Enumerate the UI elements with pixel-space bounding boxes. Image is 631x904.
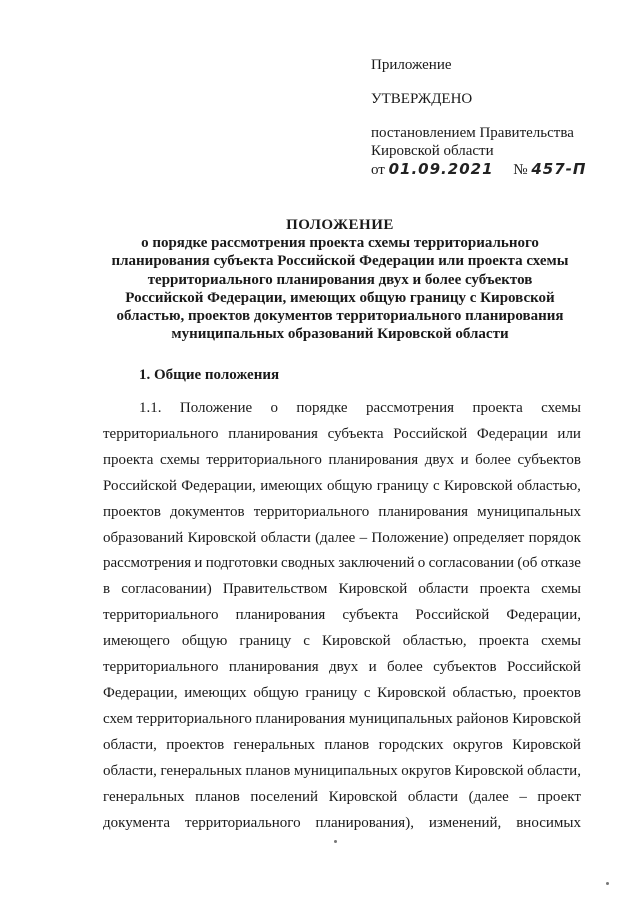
word: (об xyxy=(517,555,538,572)
word: муниципальных xyxy=(293,762,398,779)
word: областью, xyxy=(517,477,581,494)
word: схемы xyxy=(541,581,581,598)
word: муниципальных xyxy=(477,503,581,520)
word: согласовании xyxy=(428,555,515,572)
word: общую xyxy=(253,684,299,701)
word: области xyxy=(260,529,311,546)
word: (далее xyxy=(315,529,356,546)
word: планирования), xyxy=(315,814,414,831)
word: Кировской xyxy=(454,762,524,779)
appendix-label: Приложение xyxy=(371,57,452,73)
title-sub-line: Российской Федерации, имеющих общую границу с Кировской xyxy=(125,289,555,306)
word: двух xyxy=(424,451,454,468)
word: территориального xyxy=(136,710,252,727)
title-main: ПОЛОЖЕНИЕ xyxy=(286,217,394,233)
word: проекта xyxy=(103,451,154,468)
word: городских xyxy=(378,736,444,753)
word: планов xyxy=(245,762,291,779)
word: территориального xyxy=(103,659,219,676)
document-title xyxy=(100,216,580,343)
word: двух xyxy=(329,659,359,676)
word: – xyxy=(519,788,527,805)
word: проекта xyxy=(472,400,523,416)
title-sub-line: о порядке рассмотрения проекта схемы территориального xyxy=(141,235,539,252)
word: Федерации, xyxy=(181,477,256,494)
word: с xyxy=(432,477,440,494)
word: документа xyxy=(103,814,171,831)
paragraph-line xyxy=(103,500,581,526)
word: области xyxy=(418,581,469,598)
word: Кировской xyxy=(321,633,391,650)
handwritten-date: 01.09.2021 xyxy=(388,160,494,178)
word: поселений xyxy=(250,788,319,805)
word: области, xyxy=(527,762,581,779)
scan-speck xyxy=(606,882,609,885)
paragraph-line xyxy=(103,707,581,733)
word: общую xyxy=(326,477,373,494)
word: Правительством xyxy=(222,581,328,598)
paragraph-line xyxy=(103,811,581,837)
word: имеющих xyxy=(260,477,323,494)
paragraph-line xyxy=(103,577,581,603)
title-sub-line: муниципальных образований Кировской области xyxy=(171,326,509,343)
word: с xyxy=(363,684,371,701)
word: определяет xyxy=(452,529,525,546)
word: Кировской xyxy=(443,477,513,494)
approved-stamp-text: УТВЕРЖДЕНО xyxy=(371,91,473,107)
word: образований xyxy=(103,529,184,546)
paragraph-line xyxy=(103,759,581,785)
word: Положение) xyxy=(371,529,449,546)
word: имеющего xyxy=(103,633,170,650)
word: проектов xyxy=(166,736,225,753)
word: проекта xyxy=(478,633,530,650)
word: планов xyxy=(195,788,240,805)
paragraph-line xyxy=(103,551,581,577)
word: округов xyxy=(401,762,452,779)
word: Положение xyxy=(179,400,253,416)
word: планирования xyxy=(378,503,469,520)
word: Российской xyxy=(103,477,177,494)
word: субъектов xyxy=(433,659,497,676)
word: более xyxy=(387,659,423,676)
word: территориального xyxy=(206,451,322,468)
word: планирования xyxy=(255,710,346,727)
paragraph-line xyxy=(103,629,581,655)
word: области xyxy=(407,788,459,805)
word: заключений xyxy=(338,555,415,572)
paragraph-1-1 xyxy=(103,396,581,836)
word: области, xyxy=(103,762,157,779)
paragraph-line xyxy=(103,785,581,811)
approval-block xyxy=(371,56,621,179)
word: более xyxy=(475,451,511,468)
date-prefix: от xyxy=(371,162,385,178)
word: территориального xyxy=(103,607,219,624)
word: территориального xyxy=(253,503,370,520)
number-prefix: № xyxy=(513,162,528,178)
word: вносимых xyxy=(516,814,581,831)
word: области, xyxy=(103,736,157,753)
word: Кировской xyxy=(187,529,257,546)
word: округов xyxy=(452,736,503,753)
word: (далее xyxy=(468,788,509,805)
paragraph-line xyxy=(103,448,581,474)
word: Кировской xyxy=(338,581,408,598)
word: областью, xyxy=(402,633,467,650)
word: Российской xyxy=(506,659,581,676)
handwritten-number: 457-П xyxy=(531,160,587,178)
word: или xyxy=(557,425,581,442)
word: Кировской xyxy=(377,684,446,701)
word: генеральных xyxy=(233,736,316,753)
decree-line-2: Кировской области xyxy=(371,143,494,159)
word: Федерации, xyxy=(103,684,178,701)
word: Федерации, xyxy=(506,607,581,624)
word: границу xyxy=(376,477,429,494)
paragraph-line xyxy=(103,603,581,629)
word: рассмотрения xyxy=(365,400,455,416)
paragraph-line xyxy=(103,396,581,422)
word: проекта xyxy=(479,581,530,598)
word: субъектов xyxy=(517,451,581,468)
word: о xyxy=(270,400,279,416)
paragraph-line xyxy=(103,733,581,759)
word: планирования xyxy=(228,659,319,676)
word: подготовки xyxy=(205,555,278,572)
title-sub-line: территориального планирования двух и более субъектов xyxy=(147,271,533,288)
word: Кировской xyxy=(512,710,581,727)
word: схемы xyxy=(159,451,200,468)
word: проектов xyxy=(523,684,581,701)
word: о xyxy=(417,555,426,572)
word: планирования xyxy=(228,425,318,442)
word: Кировской xyxy=(328,788,398,805)
word: в xyxy=(103,581,111,598)
word: Российской xyxy=(415,607,490,624)
word: муниципальных xyxy=(348,710,453,727)
word: территориального xyxy=(185,814,301,831)
decree-line-1: постановлением Правительства xyxy=(371,125,574,141)
word: генеральных xyxy=(103,788,185,805)
paragraph-line xyxy=(103,474,581,500)
word: субъекта xyxy=(342,607,399,624)
word: генеральных xyxy=(160,762,242,779)
word: Российской xyxy=(393,425,468,442)
word: и xyxy=(194,555,203,572)
word: схем xyxy=(103,710,133,727)
word: общую xyxy=(181,633,228,650)
word: сводных xyxy=(281,555,335,572)
paragraph-line xyxy=(103,655,581,681)
word: территориального xyxy=(103,425,219,442)
word: планирования xyxy=(328,451,419,468)
title-sub-line: областью, проектов документов территориального планирования xyxy=(116,308,564,325)
word: границу xyxy=(305,684,358,701)
word: отказе xyxy=(540,555,581,572)
word: планирования xyxy=(235,607,326,624)
word: порядке xyxy=(296,400,348,416)
paragraph-line xyxy=(103,526,581,552)
word: проектов xyxy=(103,503,161,520)
word: изменений, xyxy=(428,814,502,831)
word: областью, xyxy=(452,684,517,701)
word: Кировской xyxy=(512,736,581,753)
word: схемы xyxy=(541,633,581,650)
word: рассмотрения xyxy=(103,555,192,572)
word: планов xyxy=(324,736,370,753)
word: 1.1. xyxy=(139,400,162,416)
title-sub-line: планирования субъекта Российской Федерации или проекта схемы xyxy=(111,253,569,270)
word: документов xyxy=(169,503,245,520)
word: субъекта xyxy=(327,425,384,442)
word: районов xyxy=(456,710,509,727)
word: порядок xyxy=(528,529,581,546)
scan-speck xyxy=(334,840,337,843)
word: и xyxy=(460,451,469,468)
word: – xyxy=(359,529,368,546)
word: схемы xyxy=(541,400,581,416)
word: с xyxy=(303,633,310,650)
word: согласовании) xyxy=(121,581,212,598)
paragraph-line xyxy=(103,422,581,448)
word: и xyxy=(368,659,377,676)
word: границу xyxy=(239,633,292,650)
date-number-line xyxy=(371,160,621,179)
word: проект xyxy=(537,788,581,805)
word: имеющих xyxy=(184,684,247,701)
paragraph-line xyxy=(103,681,581,707)
word: Федерации xyxy=(476,425,548,442)
section-heading: 1. Общие положения xyxy=(139,367,280,383)
